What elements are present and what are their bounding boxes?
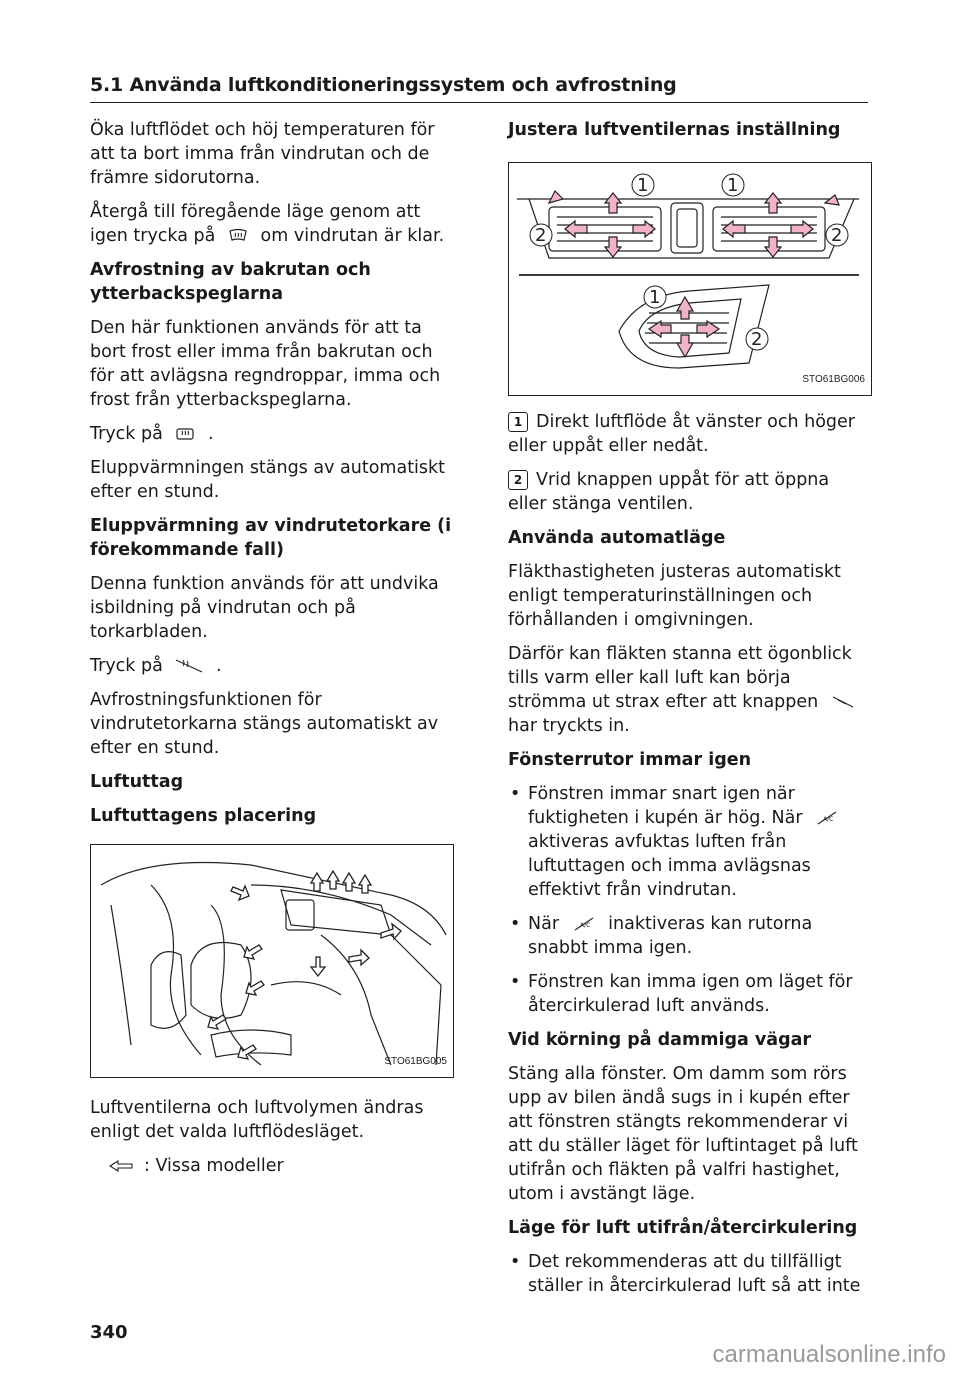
callout-1: 1 [727, 175, 739, 196]
wiper-deicer-icon [174, 656, 204, 676]
ac-icon [571, 914, 597, 934]
air-outlet-location-figure [90, 844, 454, 1078]
figure-code: STO61BG005 [384, 1056, 447, 1067]
list-item [508, 970, 870, 1018]
windshield-defrost-icon [227, 228, 249, 244]
svg-text:A/C: A/C [823, 816, 834, 823]
page-number: 340 [90, 1322, 128, 1343]
auto-icon [830, 694, 856, 710]
text: När [528, 914, 560, 934]
text: : Vissa modeller [144, 1156, 284, 1176]
text: . [207, 424, 214, 444]
left-column [90, 118, 452, 1188]
paragraph [90, 200, 452, 248]
callout-2: 2 [831, 225, 843, 246]
subheading: Läge för luft utifrån/återcirkulering [508, 1218, 858, 1238]
subheading: Eluppvärmning av vindrutetorkare (i förekommande fall) [90, 516, 452, 560]
subheading: Luftuttag [90, 772, 184, 792]
text: Vrid knappen uppåt för att öppna eller stänga ventilen. [508, 470, 830, 514]
callout-2: 2 [535, 225, 547, 246]
text: Fönstren immar snart igen när fuktigheten i kupén är hög. När [528, 784, 803, 828]
paragraph [90, 654, 452, 678]
bullet: • [510, 784, 521, 804]
text: . [215, 656, 222, 676]
rear-defrost-icon [174, 426, 196, 442]
bullet: • [510, 1252, 521, 1272]
paragraph: Denna funktion används för att undvika isbildning på vindrutan och på torkarbladen. [90, 574, 439, 642]
figure-code: STO61BG006 [802, 374, 865, 385]
subheading: Luftuttagens placering [90, 806, 317, 826]
vent-illustration [509, 163, 871, 395]
callout-2: 2 [751, 329, 763, 350]
legend [90, 1154, 452, 1178]
text: Därför kan fläkten stanna ett ögonblick tills varm eller kall luft kan börja strömma ut strax efter att knappen [508, 644, 852, 712]
paragraph: Luftventilerna och luftvolymen ändras enligt det valda luftflödesläget. [90, 1098, 424, 1142]
vent-adjustment-figure [508, 162, 872, 396]
text: inaktiveras kan rutorna snabbt imma igen. [528, 914, 813, 958]
paragraph [508, 642, 870, 738]
list-item [508, 782, 870, 902]
numbered-item [508, 468, 870, 516]
text: Tryck på [90, 656, 163, 676]
list-item [508, 912, 870, 960]
callout-1: 1 [649, 287, 661, 308]
paragraph: Avfrostningsfunktionen för vindrutetorkarna stängs automatiskt av efter en stund. [90, 690, 439, 758]
paragraph: Stäng alla fönster. Om damm som rörs upp av bilen ändå sugs in i kupén efter att fönstren stängts rekommenderar vi att du ställer läget för luftintaget på luft utifrån och fläkten på valfri hastighet, utom i avstängt läge. [508, 1064, 858, 1204]
paragraph: Den här funktionen används för att ta bort frost eller imma från bakrutan och för att avlägsna regndroppar, imma och frost från ytterbackspeglarna. [90, 318, 441, 410]
section-header: 5.1 Använda luftkonditioneringssystem och avfrostning [90, 74, 868, 103]
watermark: carmanualsonline.info [712, 1341, 946, 1368]
text: om vindrutan är klar. [260, 226, 445, 246]
right-column [508, 118, 870, 1308]
subheading: Använda automatläge [508, 528, 726, 548]
numbered-item [508, 410, 870, 458]
text: Fönstren kan imma igen om läget för återcirkulerad luft används. [528, 972, 853, 1016]
vent-arrow-icon [108, 1159, 134, 1173]
callout-1: 1 [637, 175, 649, 196]
list-item [508, 1250, 870, 1298]
bullet: • [510, 914, 521, 934]
paragraph [90, 422, 452, 446]
text: Återgå till föregående läge genom att igen trycka på [90, 202, 421, 246]
paragraph: Eluppvärmningen stängs av automatiskt efter en stund. [90, 458, 446, 502]
subheading: Fönsterrutor immar igen [508, 750, 752, 770]
car-interior-illustration [91, 845, 453, 1077]
subheading: Vid körning på dammiga vägar [508, 1030, 812, 1050]
text: har tryckts in. [508, 716, 630, 736]
paragraph: Fläkthastigheten justeras automatiskt enligt temperaturinställningen och förhållanden i omgivningen. [508, 562, 841, 630]
ac-icon [814, 808, 840, 828]
bullet: • [510, 972, 521, 992]
text: Direkt luftflöde åt vänster och höger eller uppåt eller nedåt. [508, 412, 855, 456]
subheading: Justera luftventilernas inställning [508, 120, 841, 140]
subheading: Avfrostning av bakrutan och ytterbackspeglarna [90, 260, 371, 304]
text: Det rekommenderas att du tillfälligt ställer in återcirkulerad luft så att inte [528, 1252, 861, 1296]
svg-text:A/C: A/C [579, 922, 590, 929]
text: Tryck på [90, 424, 163, 444]
number-badge: 2 [508, 470, 528, 490]
number-badge: 1 [508, 412, 528, 432]
paragraph: Öka luftflödet och höj temperaturen för att ta bort imma från vindrutan och de främre sidorutorna. [90, 120, 435, 188]
text: aktiveras avfuktas luften från luftuttagen och imma avlägsnas effektivt från vindrutan. [528, 832, 811, 900]
